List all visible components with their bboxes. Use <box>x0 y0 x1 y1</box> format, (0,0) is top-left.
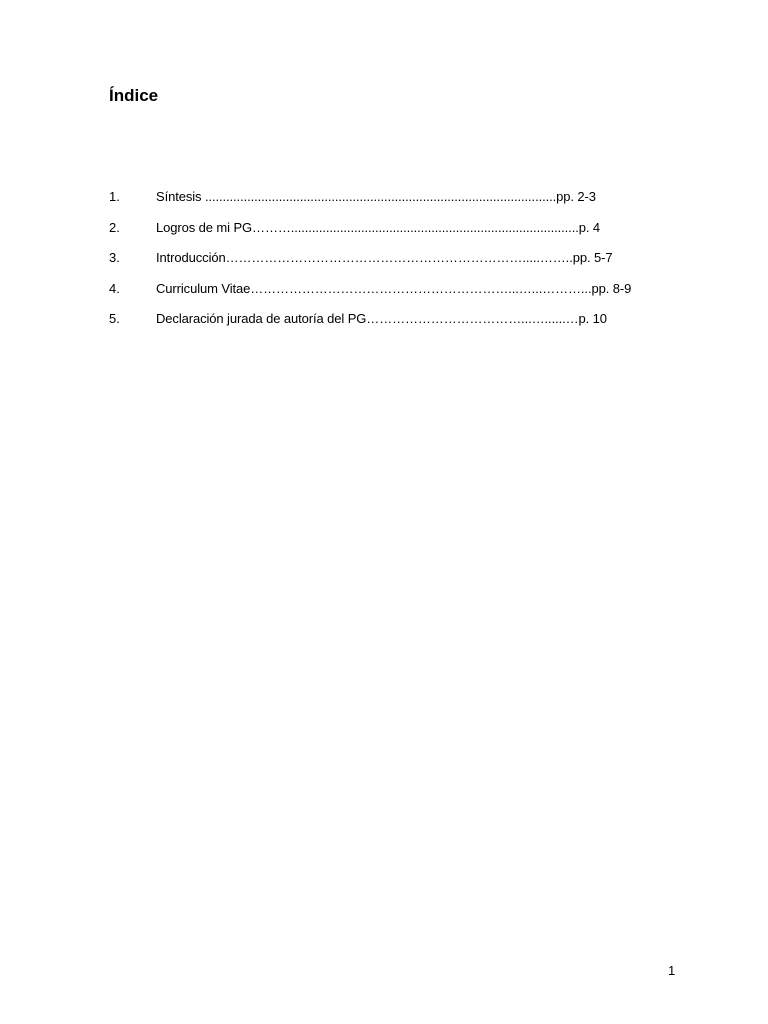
toc-entry-number: 4. <box>109 280 120 296</box>
toc-entry-text: Logros de mi PG………..................................................................................p. 4 <box>156 219 600 235</box>
toc-entry-text: Introducción…………………………………………………………….....……..pp. 5-7 <box>156 250 613 265</box>
table-of-contents <box>109 187 657 340</box>
toc-entry-text: Declaración jurada de autoría del PG………………………………...…......…p. 10 <box>156 311 607 326</box>
toc-entry-number: 5. <box>109 311 120 326</box>
toc-entry-number: 2. <box>109 219 120 235</box>
toc-entry-text: Síntesis ....................................................................................................pp. 2-3 <box>156 189 596 204</box>
toc-entry-number: 3. <box>109 250 120 265</box>
toc-entry-3 <box>109 248 657 268</box>
toc-entry-5 <box>109 309 657 329</box>
toc-entry-1 <box>109 187 657 207</box>
toc-entry-text: Curriculum Vitae……………………………………………………...…...………...pp. 8-9 <box>156 280 632 296</box>
toc-entry-2 <box>109 218 657 238</box>
toc-entry-number: 1. <box>109 189 120 204</box>
page-title: Índice <box>109 86 159 105</box>
toc-entry-4 <box>109 279 657 299</box>
page-number: 1 <box>668 963 676 978</box>
